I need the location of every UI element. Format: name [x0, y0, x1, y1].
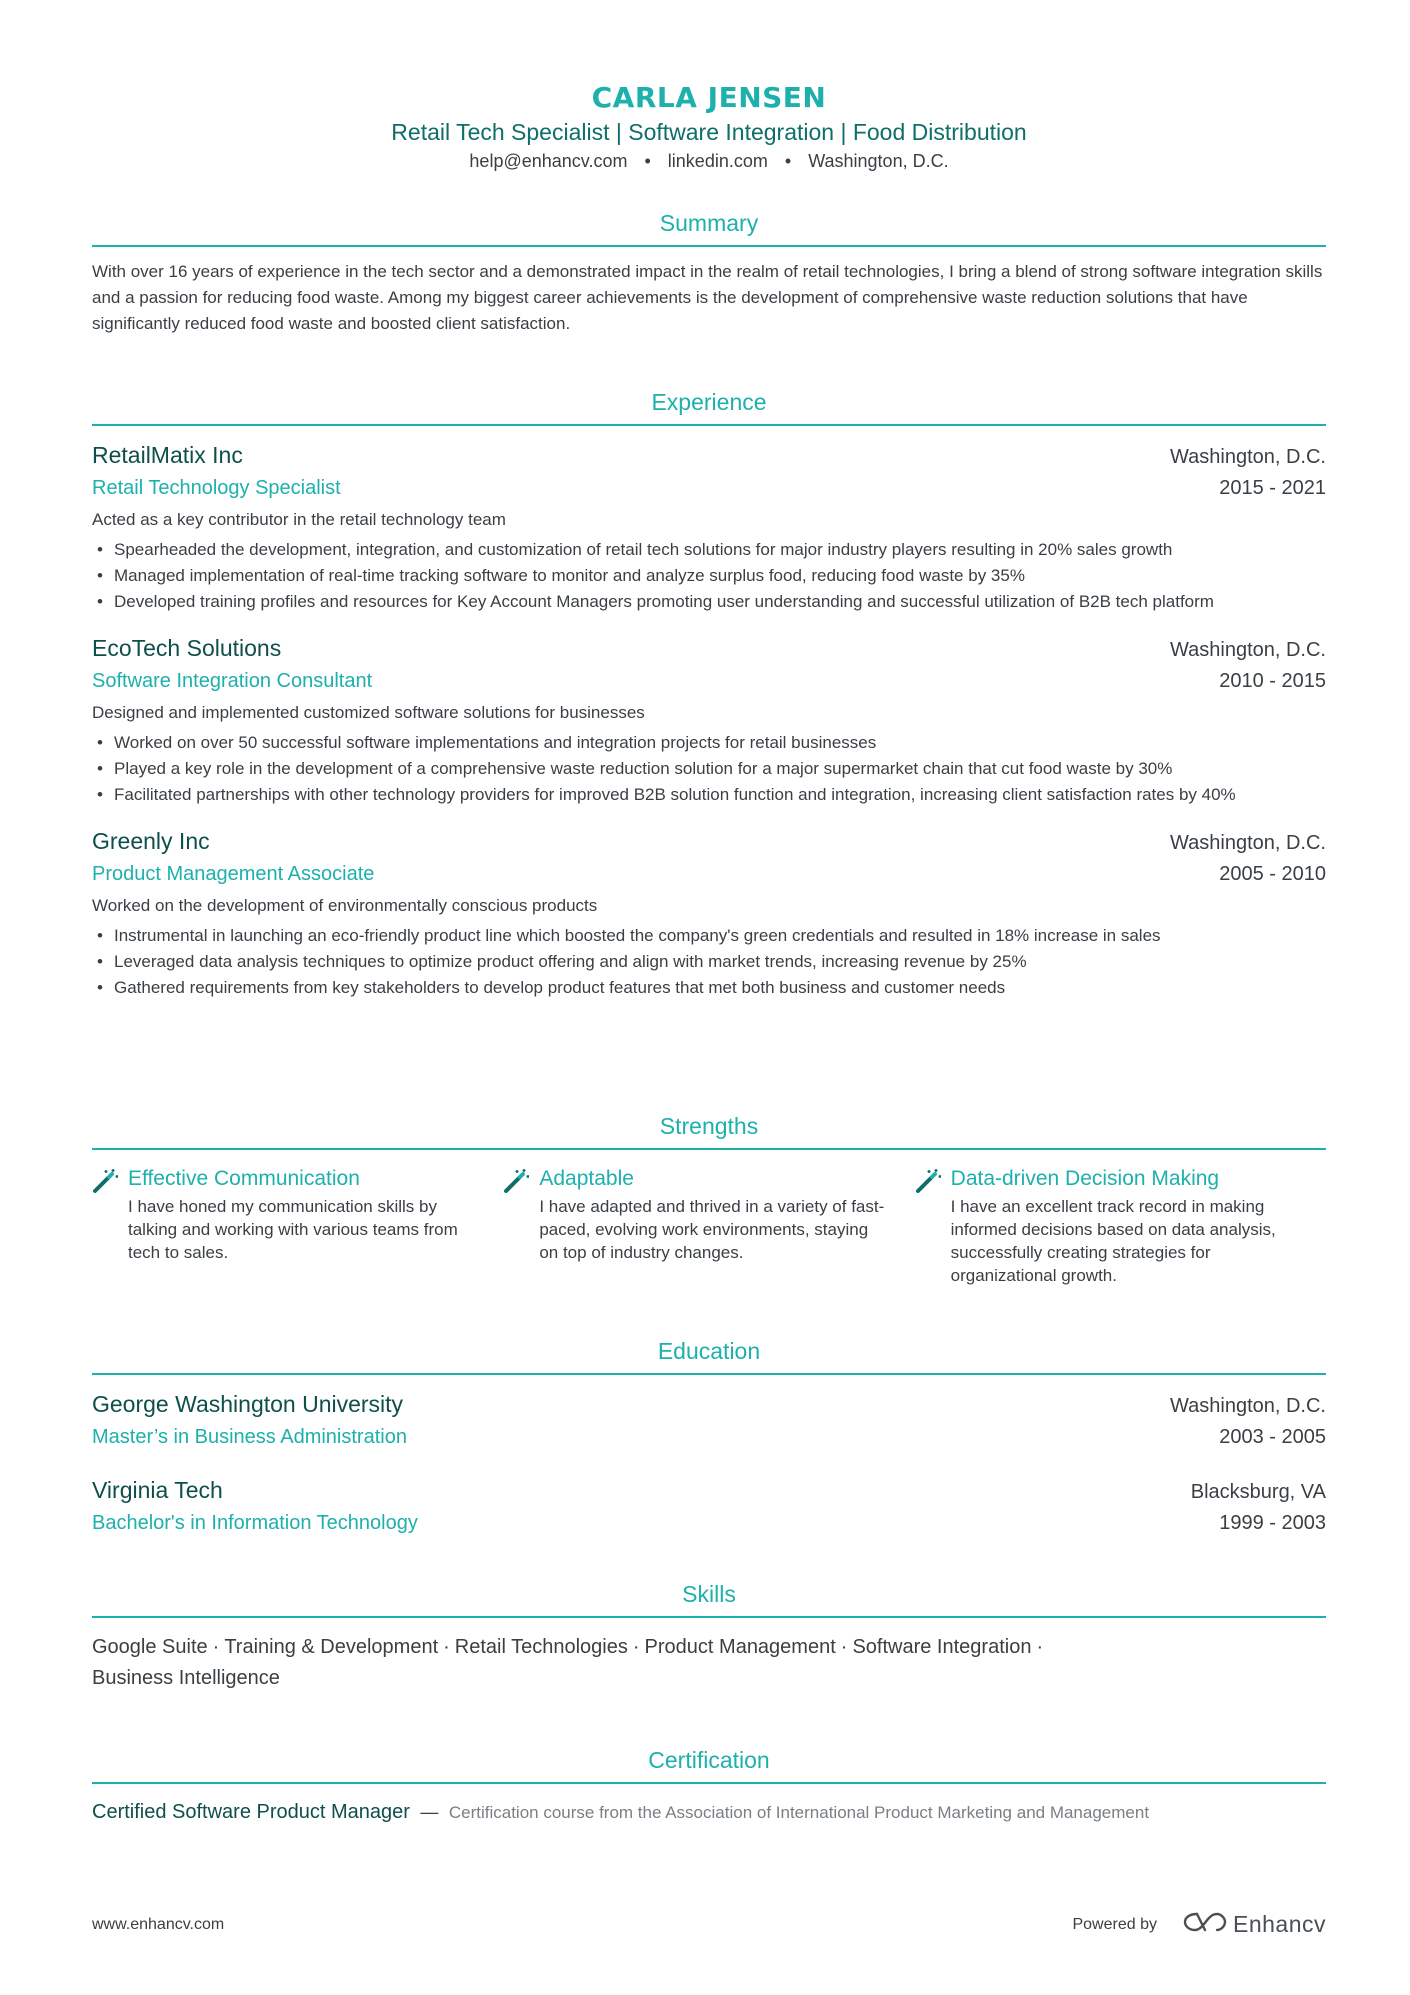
- education-entry: [92, 1389, 1326, 1453]
- contact-email[interactable]: help@enhancv.com: [469, 151, 628, 171]
- job-description: Designed and implemented customized software solutions for businesses: [92, 703, 645, 722]
- skill-separator: ·: [1036, 1636, 1044, 1658]
- candidate-name: CARLA JENSEN: [591, 81, 827, 114]
- brand-name: Enhancv: [1232, 1911, 1326, 1937]
- skill-separator: ·: [212, 1636, 220, 1658]
- achievement-item: • Instrumental in launching an eco-friendly product line which boosted the company's green credentials and resulted in 18% increase in sales: [92, 923, 1326, 949]
- powered-by: [1072, 1910, 1326, 1939]
- education-dates: 1999 - 2003: [1219, 1512, 1326, 1534]
- section-divider: [92, 245, 1326, 247]
- skill-item: Google Suite: [92, 1636, 208, 1658]
- achievement-item: • Facilitated partnerships with other technology providers for improved B2B solution function and integration, increasing client satisfaction rates by 40%: [92, 782, 1326, 808]
- experience-section: [92, 386, 1326, 1001]
- magic-wand-icon: [92, 1164, 128, 1287]
- contact-separator: •: [644, 151, 651, 171]
- job-dates: 2010 - 2015: [1219, 670, 1326, 692]
- company-name: Greenly Inc: [92, 828, 210, 854]
- section-divider: [92, 424, 1326, 426]
- strength-description: I have adapted and thrived in a variety of fast-paced, evolving work environments, staying on top of industry changes.: [539, 1197, 885, 1262]
- achievement-list: [92, 730, 1326, 808]
- section-divider: [92, 1616, 1326, 1618]
- section-title: Summary: [659, 210, 759, 236]
- education-dates: 2003 - 2005: [1219, 1426, 1326, 1448]
- certification-item: [92, 1798, 1326, 1828]
- school-location: Blacksburg, VA: [1190, 1481, 1326, 1503]
- candidate-headline: Retail Tech Specialist | Software Integration | Food Distribution: [391, 119, 1027, 145]
- skill-separator: ·: [632, 1636, 640, 1658]
- section-title: Experience: [651, 389, 767, 415]
- school-name: George Washington University: [92, 1391, 404, 1417]
- skill-item: Training & Development: [224, 1636, 439, 1658]
- strength-item: [92, 1164, 503, 1287]
- job-dates: 2005 - 2010: [1219, 863, 1326, 885]
- school-location: Washington, D.C.: [1170, 1395, 1326, 1417]
- company-name: EcoTech Solutions: [92, 635, 282, 661]
- school-name: Virginia Tech: [92, 1477, 223, 1503]
- job-title: Product Management Associate: [92, 863, 375, 885]
- contact-linkedin[interactable]: linkedin.com: [667, 151, 768, 171]
- strength-title: Effective Communication: [128, 1167, 360, 1190]
- certification-dash: —: [420, 1802, 439, 1822]
- job-location: Washington, D.C.: [1170, 832, 1326, 854]
- strengths-list: [92, 1164, 1326, 1287]
- resume-header: [92, 0, 1326, 174]
- degree-name: Master’s in Business Administration: [92, 1426, 407, 1448]
- experience-entry: [92, 440, 1326, 615]
- degree-name: Bachelor's in Information Technology: [92, 1512, 418, 1534]
- section-divider: [92, 1373, 1326, 1375]
- job-title: Software Integration Consultant: [92, 670, 373, 692]
- summary-section: [92, 207, 1326, 337]
- resume-page: [92, 0, 1326, 1995]
- summary-text: With over 16 years of experience in the tech sector and a demonstrated impact in the realm of retail technologies, I bring a blend of strong software integration skills and a passion for reducing food waste. Among my biggest career achievements is the development of comprehensive waste reduction solutions that have significantly reduced food waste and boosted client satisfaction.: [92, 262, 1323, 333]
- contact-separator: •: [784, 151, 792, 171]
- job-title: Retail Technology Specialist: [92, 477, 341, 499]
- section-divider: [92, 1782, 1326, 1784]
- page-footer: [92, 1910, 1326, 1939]
- certification-name: Certified Software Product Manager: [92, 1801, 410, 1823]
- skill-item: Business Intelligence: [92, 1667, 280, 1689]
- skill-separator: ·: [443, 1636, 450, 1658]
- strength-item: [503, 1164, 914, 1287]
- magic-wand-icon: [915, 1164, 951, 1287]
- education-section: [92, 1335, 1326, 1539]
- job-location: Washington, D.C.: [1170, 639, 1326, 661]
- experience-entry: [92, 826, 1326, 1001]
- skill-item: Software Integration: [852, 1636, 1032, 1658]
- skill-item: Product Management: [644, 1636, 836, 1658]
- achievement-item: • Managed implementation of real-time tracking software to monitor and analyze surplus food, reducing food waste by 35%: [92, 563, 1326, 589]
- section-title: Strengths: [659, 1113, 759, 1139]
- skill-item: Retail Technologies: [454, 1636, 628, 1658]
- job-location: Washington, D.C.: [1170, 446, 1326, 468]
- achievement-item: • Developed training profiles and resources for Key Account Managers promoting user understanding and successful utilization of B2B tech platform: [92, 589, 1326, 615]
- achievement-item: • Gathered requirements from key stakeholders to develop product features that met both business and customer needs: [92, 975, 1326, 1001]
- powered-by-label: Powered by: [1072, 1915, 1157, 1933]
- strength-title: Data-driven Decision Making: [950, 1167, 1220, 1190]
- achievement-item: • Leveraged data analysis techniques to optimize product offering and align with market trends, increasing revenue by 25%: [92, 949, 1326, 975]
- certification-section: [92, 1744, 1326, 1828]
- footer-url[interactable]: www.enhancv.com: [92, 1915, 225, 1933]
- education-entry: [92, 1475, 1326, 1539]
- contact-location: Washington, D.C.: [808, 151, 949, 171]
- enhancv-logo-icon: [1183, 1910, 1227, 1939]
- achievement-item: • Spearheaded the development, integration, and customization of retail tech solutions for major industry players resulting in 20% sales growth: [92, 537, 1326, 563]
- achievement-list: [92, 923, 1326, 1001]
- achievement-item: • Played a key role in the development of a comprehensive waste reduction solution for a major supermarket chain that cut food waste by 30%: [92, 756, 1326, 782]
- strength-item: [915, 1164, 1326, 1287]
- strength-description: I have an excellent track record in making informed decisions based on data analysis, successfully creating strategies for organizational growth.: [950, 1197, 1276, 1285]
- achievement-item: • Worked on over 50 successful software implementations and integration projects for retail businesses: [92, 730, 1326, 756]
- skill-separator: ·: [840, 1636, 848, 1658]
- section-title: Skills: [682, 1581, 736, 1607]
- magic-wand-icon: [503, 1164, 539, 1287]
- skills-section: [92, 1578, 1326, 1694]
- section-title: Education: [657, 1338, 761, 1364]
- section-divider: [92, 1148, 1326, 1150]
- certification-description: Certification course from the Association of International Product Marketing and Management: [448, 1803, 1150, 1822]
- job-description: Acted as a key contributor in the retail technology team: [92, 510, 506, 529]
- strength-description: I have honed my communication skills by talking and working with various teams from tech to sales.: [128, 1197, 458, 1262]
- strength-title: Adaptable: [539, 1167, 634, 1190]
- company-name: RetailMatix Inc: [92, 442, 243, 468]
- experience-entry: [92, 633, 1326, 808]
- job-dates: 2015 - 2021: [1219, 477, 1326, 499]
- contact-line: [92, 148, 1326, 174]
- strengths-section: [92, 1110, 1326, 1287]
- job-description: Worked on the development of environmentally conscious products: [92, 896, 598, 915]
- section-title: Certification: [648, 1747, 770, 1773]
- achievement-list: [92, 537, 1326, 615]
- skills-list: [92, 1632, 1326, 1694]
- enhancv-brand[interactable]: [1183, 1910, 1326, 1939]
